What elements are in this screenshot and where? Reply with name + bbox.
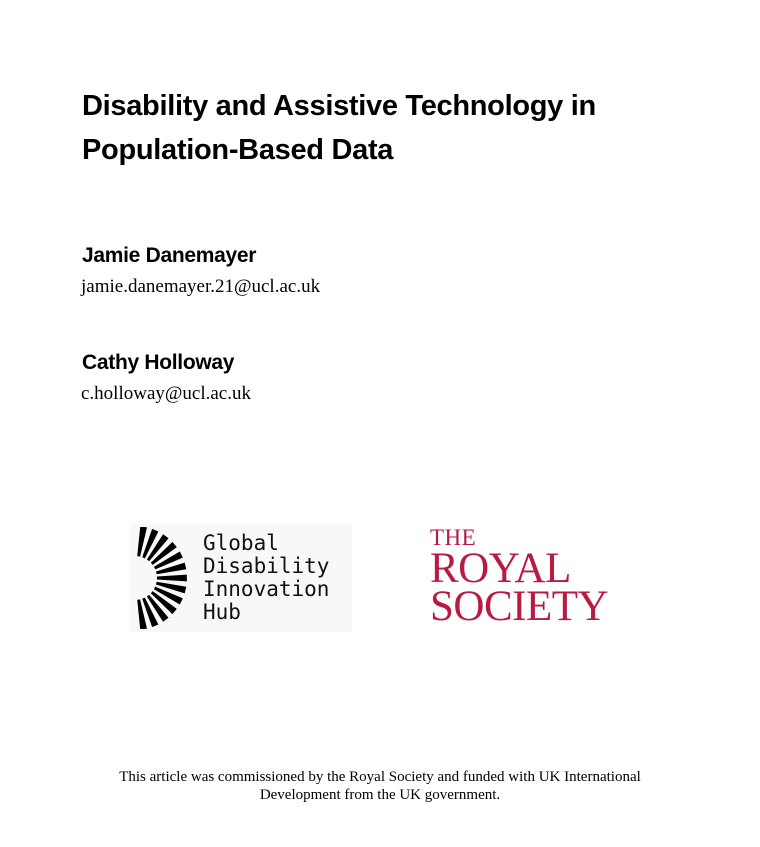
author-name: Cathy Holloway [82, 351, 235, 374]
gdi-hub-wordmark: Global Disability Innovation Hub [203, 531, 330, 624]
author-email: c.holloway@ucl.ac.uk [81, 383, 251, 404]
gdi-hub-logo [130, 524, 352, 632]
author-name: Jamie Danemayer [82, 244, 257, 267]
author-email: jamie.danemayer.21@ucl.ac.uk [81, 276, 321, 297]
document-title: Disability and Assistive Technology in Population-Based Data [82, 90, 596, 166]
radiating-d-icon [135, 527, 191, 629]
funding-note: This article was commissioned by the Royal Society and funded with UK International Development from the UK government. [119, 769, 641, 803]
royal-society-logo: THE ROYAL SOCIETY [430, 525, 609, 630]
